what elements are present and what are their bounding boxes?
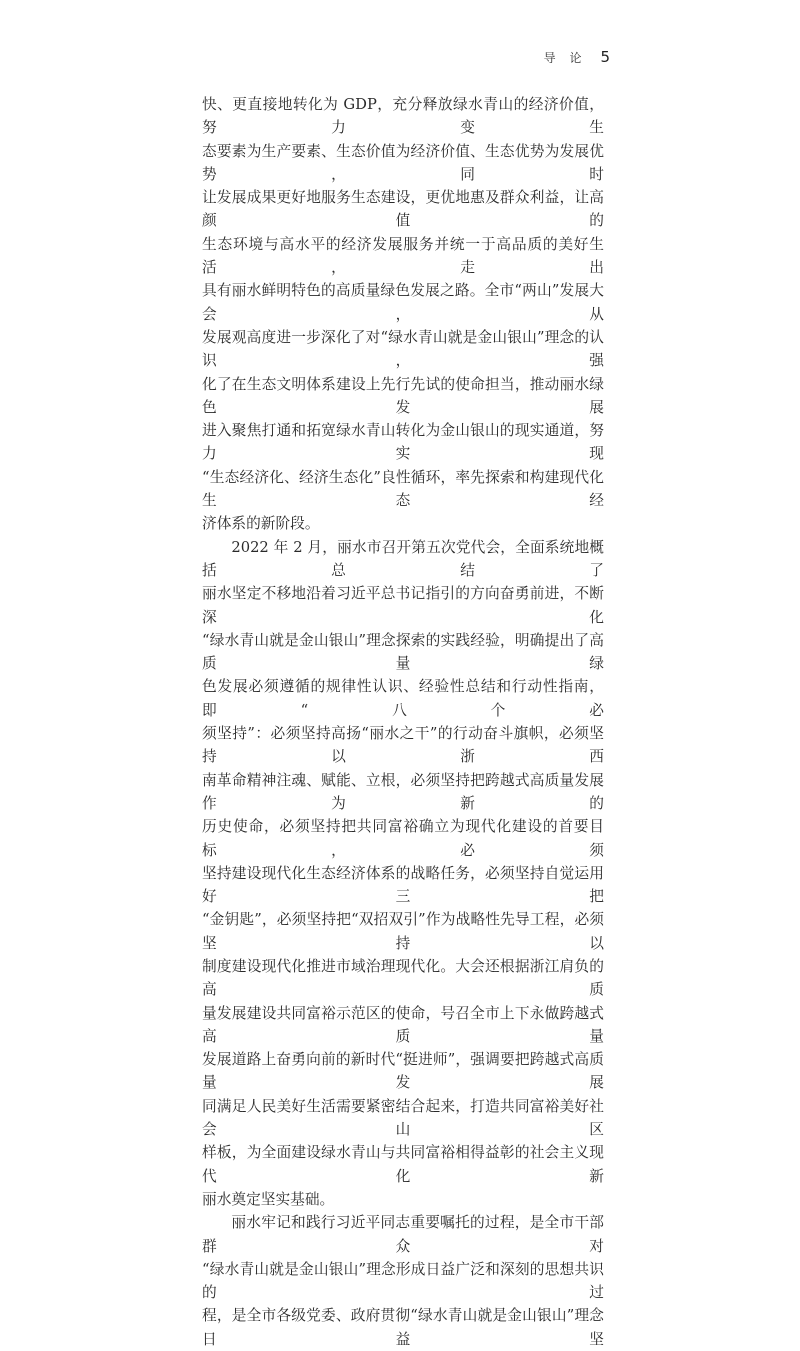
text-line: 历史使命，必须坚持把共同富裕确立为现代化建设的首要目标，必须 — [202, 818, 604, 859]
text-line: 须坚持”：必须坚持高扬“丽水之干”的行动奋斗旗帜，必须坚持以浙西 — [202, 725, 604, 766]
text-line: 坚持建设现代化生态经济体系的战略任务，必须坚持自觉运用好三把 — [202, 864, 604, 906]
text-line: 发展观高度进一步深化了对“绿水青山就是金山银山”理念的认识，强 — [202, 328, 604, 370]
text-line: 具有丽水鲜明特色的高质量绿色发展之路。全市“两山”发展大会，从 — [202, 282, 604, 323]
paragraph — [202, 536, 604, 1212]
text-line: 丽水坚定不移地沿着习近平总书记指引的方向奋勇前进，不断深化 — [202, 585, 604, 626]
body-text — [202, 93, 604, 1351]
text-line: 生态环境与高水平的经济发展服务并统一于高品质的美好生活，走出 — [202, 235, 604, 277]
text-line: 同满足人民美好生活需要紧密结合起来，打造共同富裕美好社会山区 — [202, 1097, 604, 1139]
running-header — [544, 48, 610, 66]
text-line: 2022 年 2 月，丽水市召开第五次党代会，全面系统地概括总结了 — [202, 538, 604, 579]
page-number: 5 — [600, 48, 610, 66]
text-line: 程，是全市各级党委、政府贯彻“绿水青山就是金山银山”理念日益坚 — [202, 1307, 604, 1348]
text-line: 样板，为全面建设绿水青山与共同富裕相得益彰的社会主义现代化新 — [202, 1144, 604, 1185]
text-line: 进入聚焦打通和拓宽绿水青山转化为金山银山的现实通道，努力实现 — [202, 422, 604, 463]
text-line: 南革命精神注魂、赋能、立根，必须坚持把跨越式高质量发展作为新的 — [202, 771, 604, 812]
text-line: 制度建设现代化推进市域治理现代化。大会还根据浙江肩负的高质 — [202, 957, 604, 999]
text-line: 色发展必须遵循的规律性认识、经验性总结和行动性指南，即“八个必 — [202, 678, 604, 719]
text-line: “生态经济化、经济生态化”良性循环，率先探索和构建现代化生态经 — [202, 468, 604, 510]
text-line: 发展道路上奋勇向前的新时代“挺进师”，强调要把跨越式高质量发展 — [202, 1051, 604, 1092]
text-line: 快、更直接地转化为 GDP，充分释放绿水青山的经济价值，努力变生 — [202, 96, 604, 137]
text-line: 让发展成果更好地服务生态建设，更优地惠及群众利益，让高颜值的 — [202, 189, 604, 230]
paragraph — [202, 1211, 604, 1351]
section-title: 导 论 — [543, 51, 587, 65]
text-line: 济体系的新阶段。 — [202, 515, 320, 533]
text-line: “金钥匙”，必须坚持把“双招双引”作为战略性先导工程，必须坚持以 — [202, 911, 604, 952]
text-line: “绿水青山就是金山银山”理念形成日益广泛和深刻的思想共识的过 — [202, 1260, 604, 1302]
paragraph — [202, 93, 604, 536]
text-line: 量发展建设共同富裕示范区的使命，号召全市上下永做跨越式高质量 — [202, 1004, 604, 1045]
text-line: 态要素为生产要素、生态价值为经济价值、生态优势为发展优势，同时 — [202, 142, 604, 183]
text-line: 化了在生态文明体系建设上先行先试的使命担当，推动丽水绿色发展 — [202, 375, 604, 416]
text-line: 丽水奠定坚实基础。 — [202, 1190, 335, 1208]
text-line: 丽水牢记和践行习近平同志重要嘱托的过程，是全市干部群众对 — [202, 1214, 604, 1255]
text-line: “绿水青山就是金山银山”理念探索的实践经验，明确提出了高质量绿 — [202, 631, 604, 673]
